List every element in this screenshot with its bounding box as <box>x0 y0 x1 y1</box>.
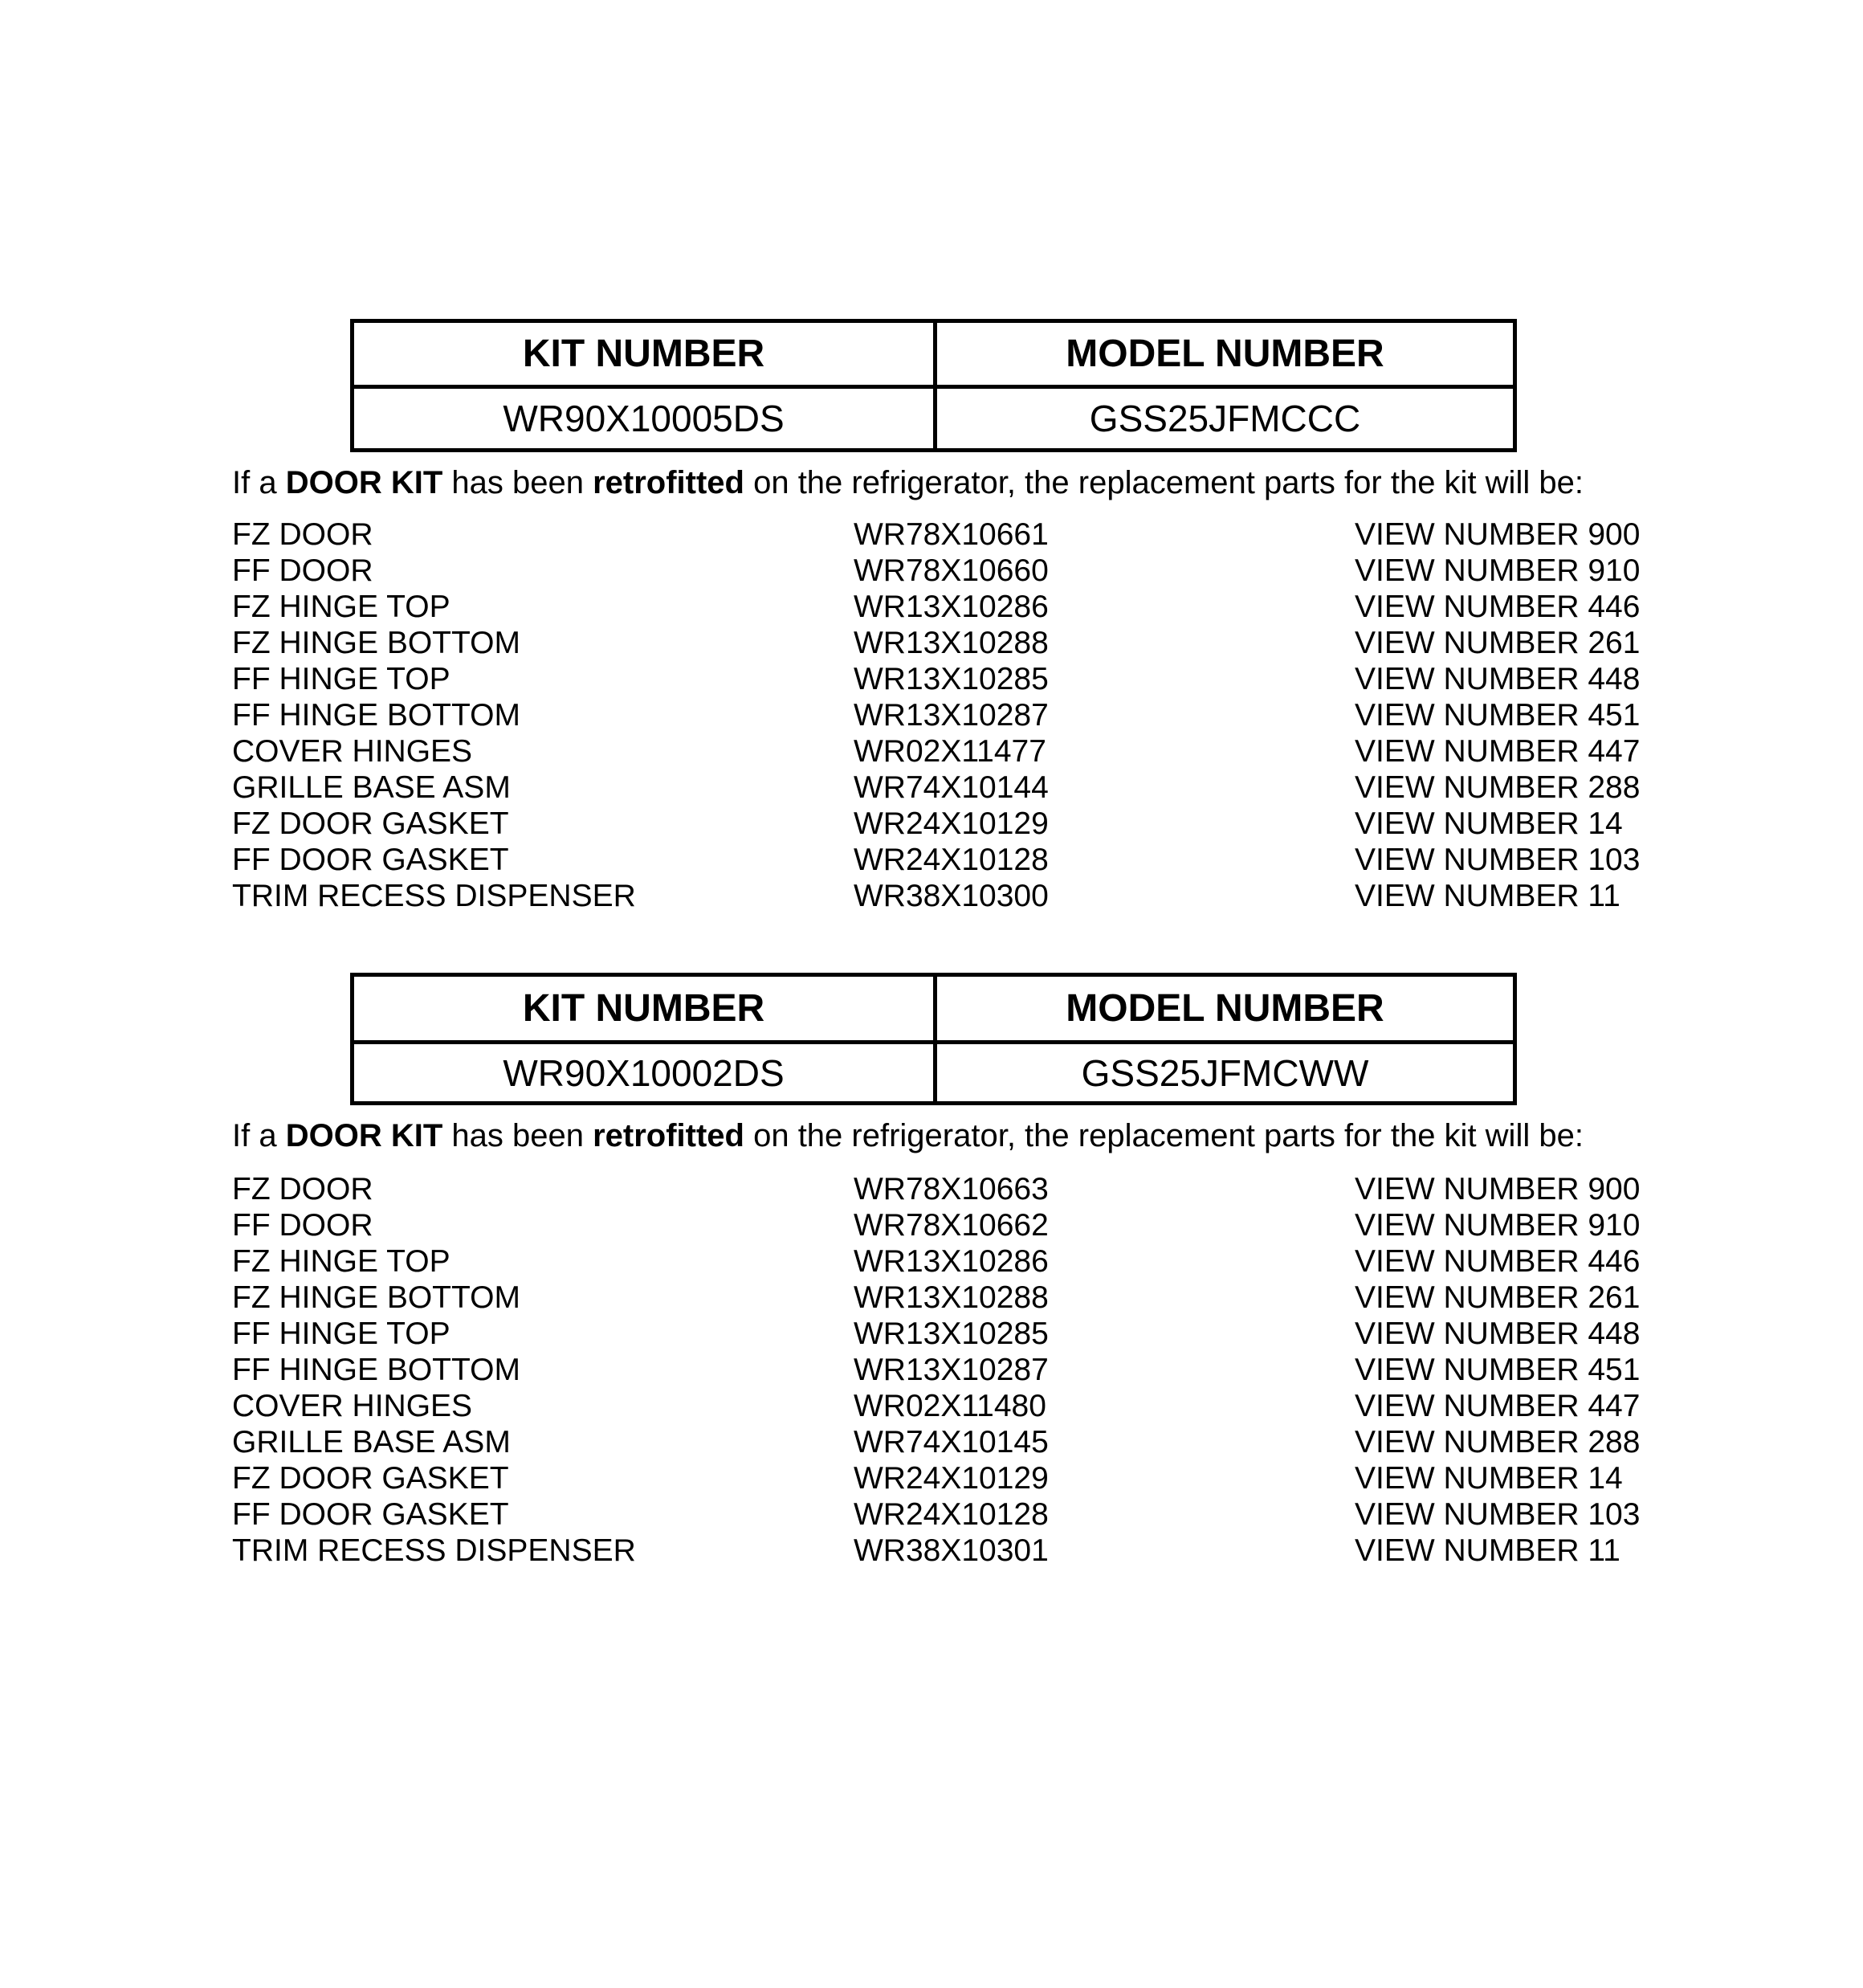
part-name: FF DOOR GASKET <box>232 1497 509 1532</box>
view-number: VIEW NUMBER 14 <box>1355 806 1623 841</box>
part-number: WR13X10288 <box>854 1280 1049 1315</box>
part-name: FF HINGE TOP <box>232 1316 450 1351</box>
part-number: WR78X10661 <box>854 517 1049 552</box>
part-name: TRIM RECESS DISPENSER <box>232 879 636 913</box>
intro-text: on the refrigerator, the replacement parts for the kit will be: <box>744 465 1584 500</box>
view-number: VIEW NUMBER 448 <box>1355 662 1641 696</box>
kit-number-header: KIT NUMBER <box>522 333 765 375</box>
part-number: WR24X10128 <box>854 1497 1049 1532</box>
part-number: WR38X10301 <box>854 1533 1049 1568</box>
list-item <box>0 1496 1863 1533</box>
list-item <box>0 1424 1863 1460</box>
part-name: GRILLE BASE ASM <box>232 1425 511 1459</box>
view-number: VIEW NUMBER 11 <box>1355 1533 1620 1568</box>
part-name: FF HINGE BOTTOM <box>232 1353 520 1387</box>
part-number: WR13X10287 <box>854 698 1049 733</box>
list-item <box>0 1171 1863 1207</box>
list-item <box>0 733 1863 769</box>
kit-number-header: KIT NUMBER <box>522 987 765 1030</box>
list-item <box>0 878 1863 914</box>
part-name: FF HINGE BOTTOM <box>232 698 520 733</box>
part-name: FZ HINGE TOP <box>232 1244 450 1279</box>
part-name: FF DOOR <box>232 1208 373 1243</box>
intro-text: If a <box>232 1118 286 1153</box>
list-item <box>0 806 1863 842</box>
part-number: WR24X10129 <box>854 1461 1049 1496</box>
part-number: WR13X10288 <box>854 626 1049 660</box>
view-number: VIEW NUMBER 446 <box>1355 590 1641 624</box>
part-name: FZ DOOR GASKET <box>232 806 509 841</box>
list-item <box>0 589 1863 625</box>
intro-text: If a <box>232 465 286 500</box>
kit-number-value: WR90X10002DS <box>503 1051 785 1094</box>
part-number: WR24X10128 <box>854 843 1049 877</box>
list-item <box>0 1388 1863 1424</box>
list-item <box>0 553 1863 589</box>
part-number: WR78X10660 <box>854 553 1049 588</box>
part-number: WR13X10286 <box>854 1244 1049 1279</box>
retrofit-intro-text-2 <box>232 1117 1584 1154</box>
part-name: FZ DOOR <box>232 517 373 552</box>
view-number: VIEW NUMBER 900 <box>1355 1172 1641 1206</box>
view-number: VIEW NUMBER 447 <box>1355 1389 1641 1423</box>
view-number: VIEW NUMBER 103 <box>1355 843 1641 877</box>
view-number: VIEW NUMBER 288 <box>1355 770 1641 805</box>
view-number: VIEW NUMBER 910 <box>1355 1208 1641 1243</box>
part-name: FF HINGE TOP <box>232 662 450 696</box>
intro-bold-door-kit: DOOR KIT <box>285 1118 443 1153</box>
part-number: WR24X10129 <box>854 806 1049 841</box>
retrofit-intro-text-1 <box>232 464 1584 501</box>
view-number: VIEW NUMBER 14 <box>1355 1461 1623 1496</box>
list-item <box>0 769 1863 806</box>
part-number: WR38X10300 <box>854 879 1049 913</box>
part-number: WR78X10662 <box>854 1208 1049 1243</box>
list-item <box>0 1460 1863 1496</box>
replacement-parts-list-1 <box>0 516 1863 914</box>
part-name: COVER HINGES <box>232 1389 473 1423</box>
part-number: WR74X10145 <box>854 1425 1049 1459</box>
list-item <box>0 1316 1863 1352</box>
view-number: VIEW NUMBER 288 <box>1355 1425 1641 1459</box>
intro-text: has been <box>442 465 593 500</box>
view-number: VIEW NUMBER 451 <box>1355 1353 1641 1387</box>
part-name: FZ DOOR GASKET <box>232 1461 509 1496</box>
part-number: WR13X10286 <box>854 590 1049 624</box>
part-name: FZ HINGE TOP <box>232 590 450 624</box>
model-number-header: MODEL NUMBER <box>1066 333 1384 375</box>
list-item <box>0 1243 1863 1280</box>
replacement-parts-list-2 <box>0 1171 1863 1569</box>
list-item <box>0 625 1863 661</box>
list-item <box>0 1280 1863 1316</box>
part-number: WR74X10144 <box>854 770 1049 805</box>
list-item <box>0 842 1863 878</box>
intro-text: has been <box>442 1118 593 1153</box>
intro-text: on the refrigerator, the replacement parts for the kit will be: <box>744 1118 1584 1153</box>
model-number-value: GSS25JFMCWW <box>1081 1051 1369 1094</box>
view-number: VIEW NUMBER 451 <box>1355 698 1641 733</box>
view-number: VIEW NUMBER 900 <box>1355 517 1641 552</box>
part-name: FZ DOOR <box>232 1172 373 1206</box>
kit-model-table-1 <box>350 319 1517 452</box>
intro-bold-door-kit: DOOR KIT <box>285 465 443 500</box>
view-number: VIEW NUMBER 261 <box>1355 626 1641 660</box>
list-item <box>0 1207 1863 1243</box>
view-number: VIEW NUMBER 11 <box>1355 879 1620 913</box>
list-item <box>0 1533 1863 1569</box>
part-name: FZ HINGE BOTTOM <box>232 1280 520 1315</box>
list-item <box>0 1352 1863 1388</box>
part-name: COVER HINGES <box>232 734 473 769</box>
part-name: TRIM RECESS DISPENSER <box>232 1533 636 1568</box>
view-number: VIEW NUMBER 446 <box>1355 1244 1641 1279</box>
part-name: GRILLE BASE ASM <box>232 770 511 805</box>
view-number: VIEW NUMBER 261 <box>1355 1280 1641 1315</box>
view-number: VIEW NUMBER 448 <box>1355 1316 1641 1351</box>
kit-model-table-2 <box>350 973 1517 1105</box>
model-number-header: MODEL NUMBER <box>1066 987 1384 1030</box>
kit-number-value: WR90X10005DS <box>503 398 785 439</box>
part-number: WR02X11480 <box>854 1389 1046 1423</box>
view-number: VIEW NUMBER 910 <box>1355 553 1641 588</box>
list-item <box>0 516 1863 553</box>
part-number: WR02X11477 <box>854 734 1046 769</box>
intro-bold-retrofitted: retrofitted <box>593 465 744 500</box>
view-number: VIEW NUMBER 103 <box>1355 1497 1641 1532</box>
part-name: FZ HINGE BOTTOM <box>232 626 520 660</box>
view-number: VIEW NUMBER 447 <box>1355 734 1641 769</box>
model-number-value: GSS25JFMCCC <box>1089 398 1361 439</box>
intro-bold-retrofitted: retrofitted <box>593 1118 744 1153</box>
part-number: WR13X10287 <box>854 1353 1049 1387</box>
list-item <box>0 697 1863 733</box>
part-number: WR13X10285 <box>854 1316 1049 1351</box>
part-name: FF DOOR <box>232 553 373 588</box>
list-item <box>0 661 1863 697</box>
part-name: FF DOOR GASKET <box>232 843 509 877</box>
part-number: WR78X10663 <box>854 1172 1049 1206</box>
part-number: WR13X10285 <box>854 662 1049 696</box>
